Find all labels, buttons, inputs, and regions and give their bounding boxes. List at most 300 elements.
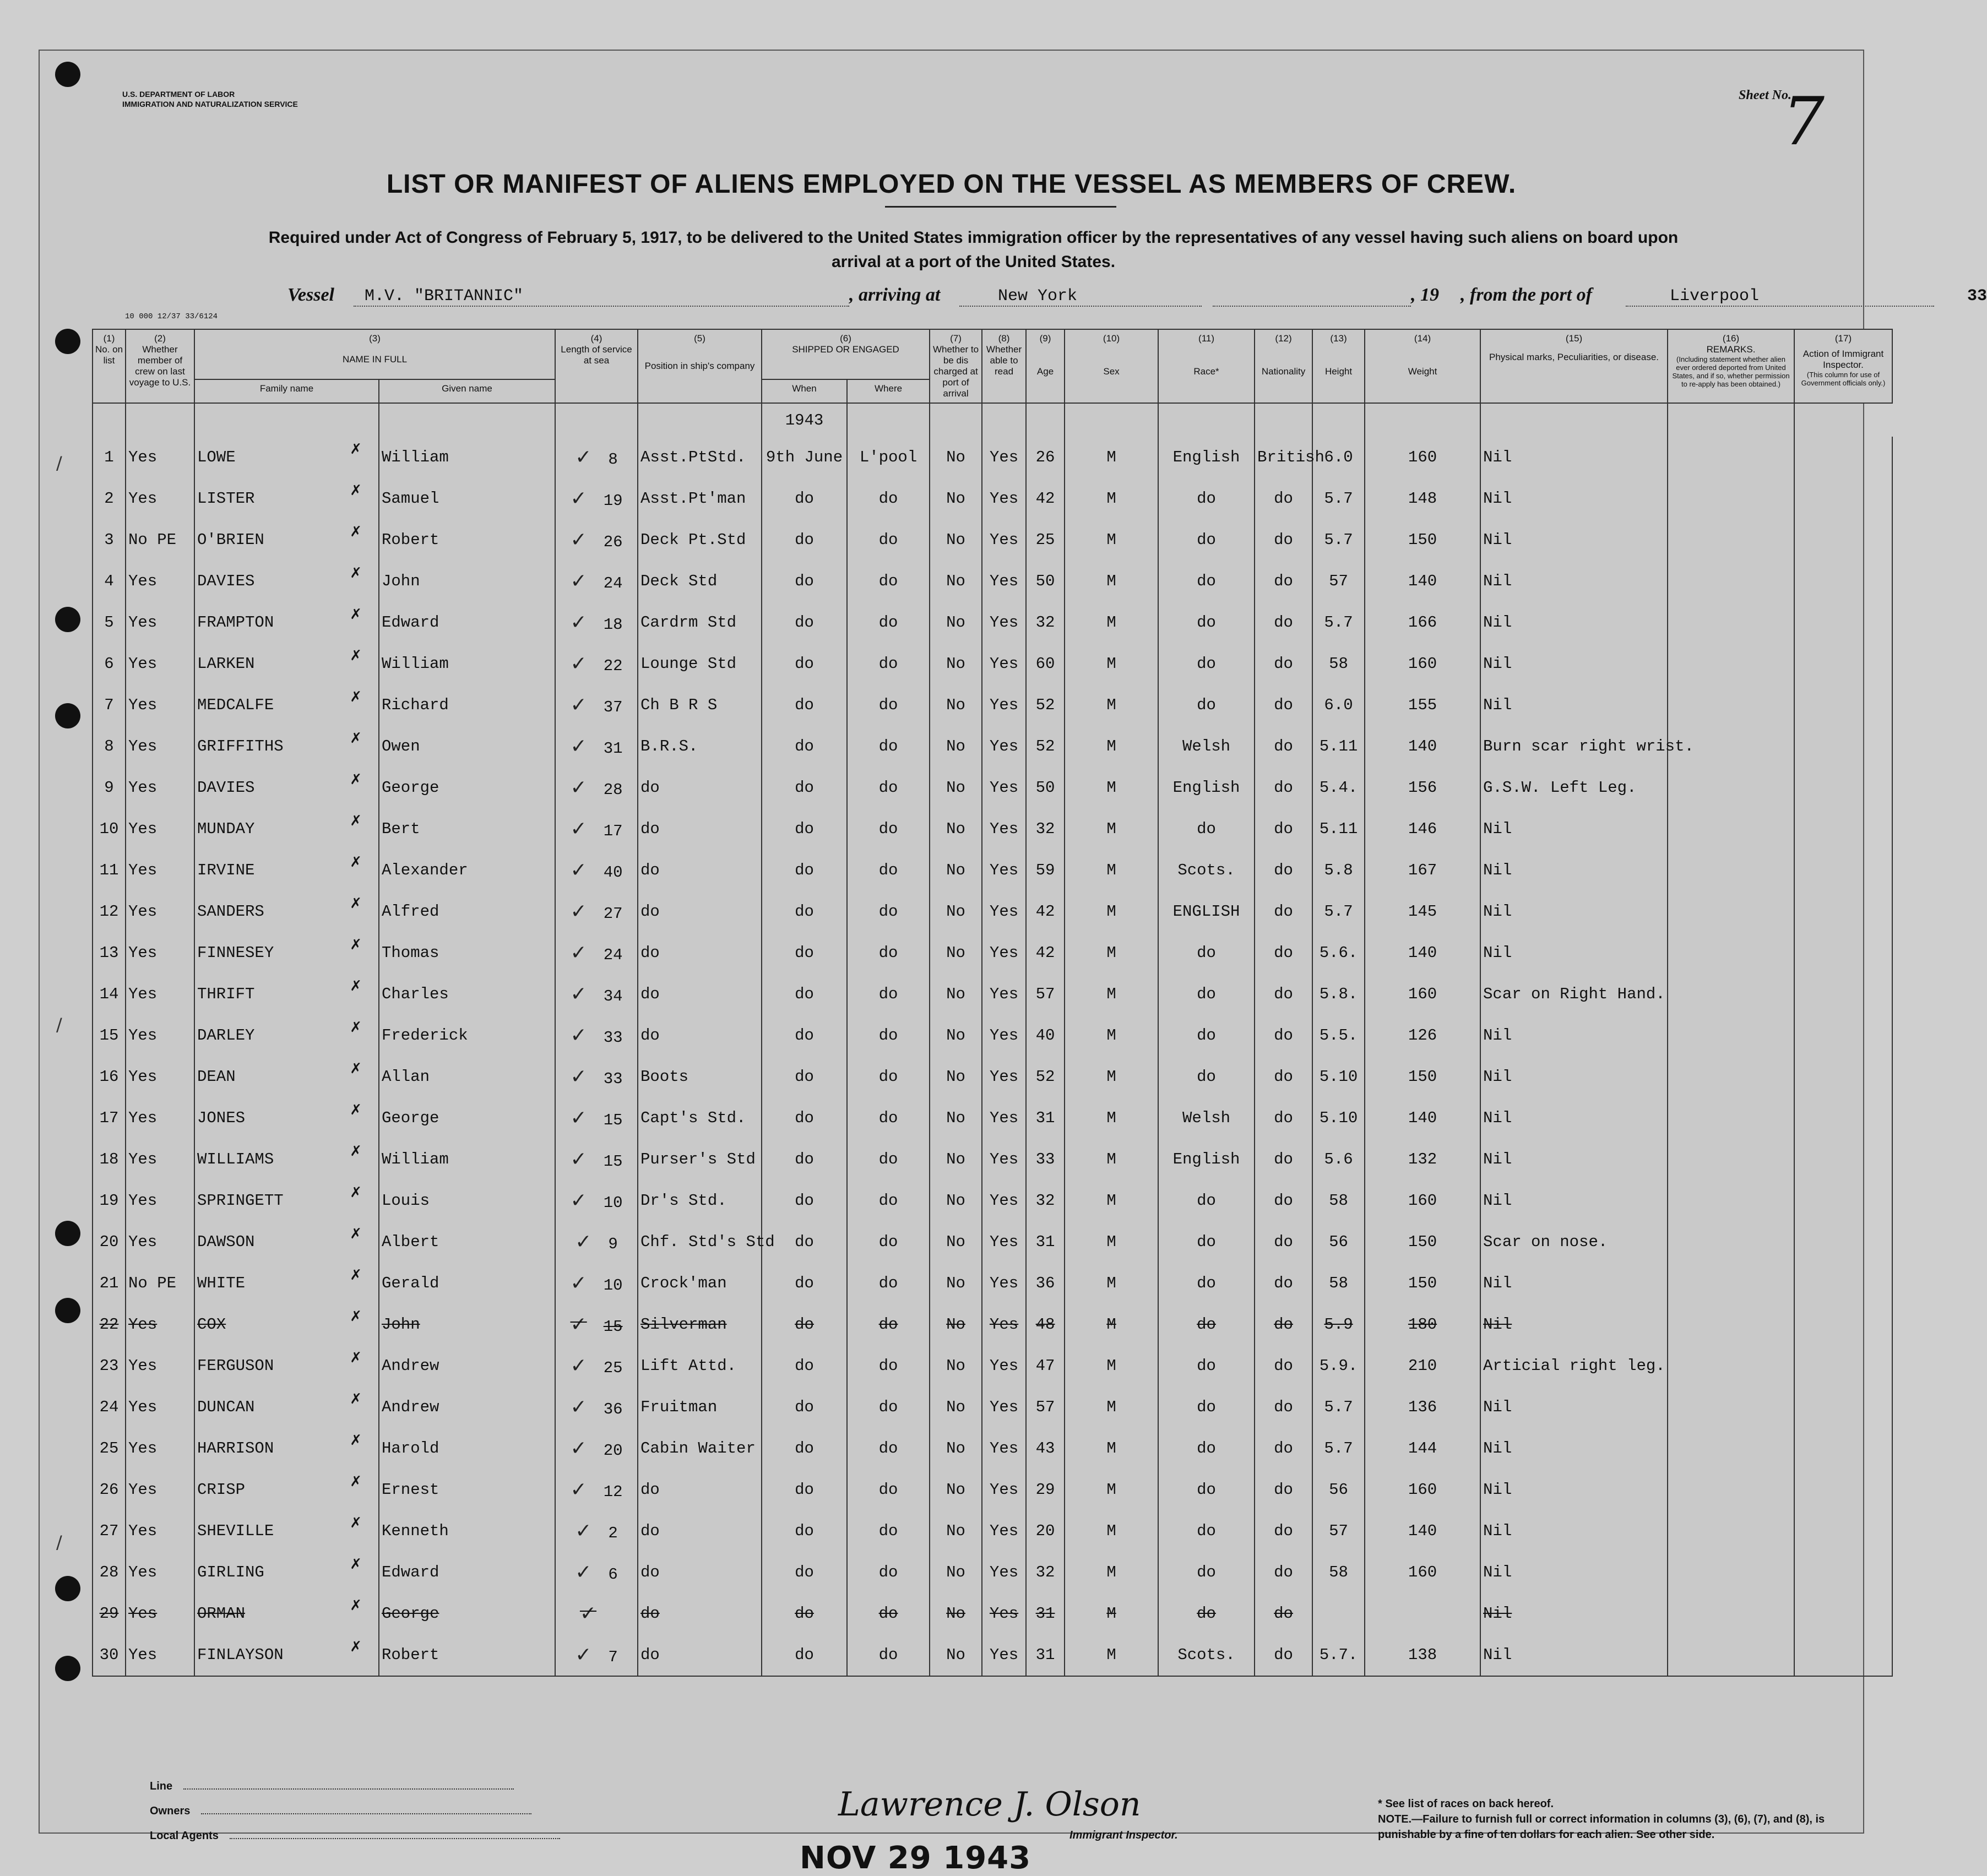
height: 5.7 (1312, 1386, 1365, 1428)
shipped-where: L'pool (847, 437, 930, 478)
col-header-race: (11) Race* (1158, 329, 1255, 403)
service-length (555, 1139, 638, 1180)
family-name-text: DAVIES (197, 572, 255, 590)
race: do (1158, 478, 1255, 519)
shipped-where: do (847, 974, 930, 1015)
crew-no: 10 (93, 808, 126, 850)
previous-voyage: Yes (126, 767, 194, 808)
inspector-action (1794, 767, 1892, 808)
previous-voyage: Yes (126, 1097, 194, 1139)
inspector-action (1794, 602, 1892, 643)
position: Boots (638, 1056, 762, 1097)
cross-mark-icon: ✗ (350, 1061, 362, 1077)
sex: M (1065, 1428, 1158, 1469)
previous-voyage: Yes (126, 1510, 194, 1552)
weight: 155 (1365, 684, 1480, 726)
shipped-when: do (762, 808, 847, 850)
crew-no: 26 (93, 1469, 126, 1510)
height: 5.7 (1312, 519, 1365, 561)
family-name-text: DAWSON (197, 1233, 255, 1251)
discharged: No (930, 643, 982, 684)
family-name-text: SANDERS (197, 902, 264, 921)
crew-no: 13 (93, 932, 126, 974)
service-text: 33 (603, 1029, 623, 1047)
discharged: No (930, 808, 982, 850)
nationality: do (1255, 1139, 1312, 1180)
discharged: No (930, 1097, 982, 1139)
check-mark-icon: ✓ (570, 1024, 587, 1047)
race: do (1158, 1386, 1255, 1428)
shipped-where: do (847, 643, 930, 684)
race: do (1158, 1304, 1255, 1345)
shipped-when: 9th June (762, 437, 847, 478)
family-name-text: SPRINGETT (197, 1192, 284, 1210)
given-name: Robert (379, 519, 555, 561)
family-name (194, 684, 379, 726)
family-name-text: HARRISON (197, 1439, 274, 1458)
able-to-read: Yes (982, 561, 1026, 602)
crew-no: 11 (93, 850, 126, 891)
shipped-when: do (762, 561, 847, 602)
race: do (1158, 1593, 1255, 1634)
sex: M (1065, 1015, 1158, 1056)
given-name: Andrew (379, 1345, 555, 1386)
race: do (1158, 519, 1255, 561)
shipped-when: do (762, 932, 847, 974)
physical-marks: Nil (1480, 1428, 1668, 1469)
crew-row (93, 643, 1892, 684)
crew-no: 30 (93, 1634, 126, 1676)
sex: M (1065, 1552, 1158, 1593)
given-name: Albert (379, 1221, 555, 1263)
race: English (1158, 767, 1255, 808)
remarks (1668, 1345, 1794, 1386)
crew-row (93, 437, 1892, 478)
age: 57 (1026, 1386, 1065, 1428)
check-mark-icon: ✓ (570, 983, 587, 1005)
physical-marks: Nil (1480, 808, 1668, 850)
service-text: 19 (603, 492, 623, 510)
check-mark-icon: ✓ (570, 529, 587, 551)
col-header-sex: (10) Sex (1065, 329, 1158, 403)
age: 32 (1026, 1552, 1065, 1593)
shipped-when: do (762, 602, 847, 643)
sheet-number: 7 (1782, 84, 1825, 160)
service-text: 27 (603, 905, 623, 923)
shipped-when: do (762, 1263, 847, 1304)
remarks (1668, 891, 1794, 932)
race: ENGLISH (1158, 891, 1255, 932)
check-mark-icon: ✓ (570, 776, 587, 799)
family-name-text: THRIFT (197, 985, 255, 1003)
previous-voyage: Yes (126, 891, 194, 932)
page-subtitle: Required under Act of Congress of February 5, 1917, to be delivered to the United States immigration officer by the representatives of any vessel having such aliens on board upon arrival at a port of the United States. (268, 229, 1679, 271)
physical-marks: Scar on nose. (1480, 1221, 1668, 1263)
inspector-action (1794, 561, 1892, 602)
given-name: Owen (379, 726, 555, 767)
arriving-dotline (959, 306, 1202, 307)
shipped-when: do (762, 1221, 847, 1263)
crew-no: 19 (93, 1180, 126, 1221)
cross-mark-icon: ✗ (350, 1556, 362, 1573)
crew-no: 5 (93, 602, 126, 643)
age: 20 (1026, 1510, 1065, 1552)
vessel-year: 33 (1967, 287, 1987, 306)
given-name: William (379, 1139, 555, 1180)
inspector-action (1794, 437, 1892, 478)
remarks (1668, 478, 1794, 519)
previous-voyage: Yes (126, 1180, 194, 1221)
family-name-text: GIRLING (197, 1563, 264, 1581)
department-header (122, 89, 298, 109)
service-length (555, 932, 638, 974)
crew-no: 28 (93, 1552, 126, 1593)
weight: 132 (1365, 1139, 1480, 1180)
nationality: do (1255, 1097, 1312, 1139)
nationality: do (1255, 932, 1312, 974)
physical-marks: Nil (1480, 1469, 1668, 1510)
discharged: No (930, 1634, 982, 1676)
physical-marks: Nil (1480, 1552, 1668, 1593)
punch-hole (55, 1656, 80, 1681)
shipped-where: do (847, 726, 930, 767)
family-name-text: JONES (197, 1109, 246, 1127)
physical-marks: Nil (1480, 1139, 1668, 1180)
col-header-where: Where (847, 379, 930, 403)
col-header-given-name: Given name (379, 379, 555, 403)
shipped-where: do (847, 1510, 930, 1552)
previous-voyage: Yes (126, 932, 194, 974)
given-name: Charles (379, 974, 555, 1015)
crew-row (93, 1386, 1892, 1428)
service-length (555, 478, 638, 519)
check-mark-icon: ✓ (570, 1065, 587, 1088)
inspector-action (1794, 1263, 1892, 1304)
position: do (638, 1593, 762, 1634)
sex: M (1065, 932, 1158, 974)
family-name-text: WHITE (197, 1274, 246, 1292)
given-name: Richard (379, 684, 555, 726)
crew-no: 29 (93, 1593, 126, 1634)
physical-marks: Nil (1480, 932, 1668, 974)
shipped-when: do (762, 1386, 847, 1428)
family-name (194, 643, 379, 684)
position: do (638, 767, 762, 808)
position: Asst.PtStd. (638, 437, 762, 478)
given-name: Harold (379, 1428, 555, 1469)
date-dotline (1213, 306, 1411, 307)
date-stamp: NOV 29 1943 (800, 1840, 1031, 1876)
service-text: 22 (603, 657, 623, 675)
inspector-action (1794, 726, 1892, 767)
position: Purser's Std (638, 1139, 762, 1180)
discharged: No (930, 1015, 982, 1056)
nationality: do (1255, 1469, 1312, 1510)
given-name: Alexander (379, 850, 555, 891)
previous-voyage: Yes (126, 1552, 194, 1593)
sex: M (1065, 643, 1158, 684)
footer-fields (150, 1774, 560, 1848)
weight: 210 (1365, 1345, 1480, 1386)
race: do (1158, 643, 1255, 684)
family-name (194, 1593, 379, 1634)
age: 43 (1026, 1428, 1065, 1469)
inspector-action (1794, 1180, 1892, 1221)
cross-mark-icon: ✗ (350, 648, 362, 664)
cross-mark-icon: ✗ (350, 689, 362, 705)
service-length (555, 726, 638, 767)
physical-marks: Nil (1480, 478, 1668, 519)
signature-title: Immigrant Inspector. (1069, 1829, 1178, 1841)
previous-voyage: Yes (126, 1015, 194, 1056)
given-name: Samuel (379, 478, 555, 519)
remarks (1668, 1097, 1794, 1139)
age: 31 (1026, 1221, 1065, 1263)
race: do (1158, 932, 1255, 974)
inspector-action (1794, 1304, 1892, 1345)
position: Chf. Std's Std (638, 1221, 762, 1263)
discharged: No (930, 1056, 982, 1097)
family-name-text: MEDCALFE (197, 696, 274, 714)
race: Welsh (1158, 726, 1255, 767)
race: do (1158, 1221, 1255, 1263)
family-name-text: IRVINE (197, 861, 255, 879)
weight: 166 (1365, 602, 1480, 643)
shipped-when: do (762, 726, 847, 767)
remarks (1668, 437, 1794, 478)
shipped-where: do (847, 1552, 930, 1593)
check-mark-icon: ✓ (570, 694, 587, 716)
discharged: No (930, 1263, 982, 1304)
nationality: do (1255, 519, 1312, 561)
height: 5.6. (1312, 932, 1365, 974)
family-name-text: ORMAN (197, 1605, 246, 1623)
previous-voyage: Yes (126, 1593, 194, 1634)
discharged: No (930, 602, 982, 643)
given-name: Louis (379, 1180, 555, 1221)
punch-hole (55, 62, 80, 87)
cross-mark-icon: ✗ (350, 1432, 362, 1449)
position: Deck Std (638, 561, 762, 602)
discharged: No (930, 1304, 982, 1345)
height (1312, 1593, 1365, 1634)
discharged: No (930, 1552, 982, 1593)
nationality: do (1255, 1593, 1312, 1634)
height: 58 (1312, 1180, 1365, 1221)
family-name (194, 1221, 379, 1263)
family-name (194, 726, 379, 767)
given-name: George (379, 1097, 555, 1139)
family-name (194, 1428, 379, 1469)
physical-marks: Nil (1480, 561, 1668, 602)
previous-voyage: Yes (126, 726, 194, 767)
sex: M (1065, 437, 1158, 478)
check-mark-icon: ✓ (570, 1355, 587, 1377)
height: 5.8. (1312, 974, 1365, 1015)
shipped-when: do (762, 684, 847, 726)
service-text: 10 (603, 1276, 623, 1295)
service-length (555, 643, 638, 684)
inspector-action (1794, 1510, 1892, 1552)
check-mark-icon: ✓ (570, 570, 587, 592)
crew-no: 14 (93, 974, 126, 1015)
weight: 160 (1365, 1552, 1480, 1593)
able-to-read: Yes (982, 1015, 1026, 1056)
family-name (194, 478, 379, 519)
given-name: George (379, 1593, 555, 1634)
service-length (555, 1056, 638, 1097)
from-port: Liverpool (1670, 287, 1760, 306)
col-header-service: (4) Length of service at sea (555, 329, 638, 403)
shipped-where: do (847, 478, 930, 519)
col-header-previous-voyage: (2) Whether member of crew on last voyage to U.S. (126, 329, 194, 403)
shipped-when: do (762, 1097, 847, 1139)
able-to-read: Yes (982, 1345, 1026, 1386)
age: 31 (1026, 1593, 1065, 1634)
shipped-where: do (847, 684, 930, 726)
shipped-when: do (762, 1056, 847, 1097)
given-name: Alfred (379, 891, 555, 932)
crew-row (93, 1552, 1892, 1593)
family-name (194, 519, 379, 561)
given-name: Bert (379, 808, 555, 850)
service-text: 8 (608, 450, 618, 469)
remarks (1668, 850, 1794, 891)
inspector-action (1794, 684, 1892, 726)
sex: M (1065, 478, 1158, 519)
shipped-when: do (762, 767, 847, 808)
family-name (194, 437, 379, 478)
service-length (555, 1015, 638, 1056)
age: 48 (1026, 1304, 1065, 1345)
service-name: IMMIGRATION AND NATURALIZATION SERVICE (122, 100, 298, 108)
remarks (1668, 643, 1794, 684)
race: do (1158, 1015, 1255, 1056)
agents-field (230, 1838, 560, 1839)
service-text: 6 (608, 1565, 618, 1584)
position: Deck Pt.Std (638, 519, 762, 561)
remarks (1668, 974, 1794, 1015)
weight: 160 (1365, 437, 1480, 478)
shipped-where: do (847, 602, 930, 643)
weight: 140 (1365, 932, 1480, 974)
position: do (638, 1634, 762, 1676)
inspector-action (1794, 1469, 1892, 1510)
previous-voyage: Yes (126, 850, 194, 891)
given-name: Allan (379, 1056, 555, 1097)
age: 31 (1026, 1634, 1065, 1676)
family-name-text: COX (197, 1315, 226, 1334)
age: 52 (1026, 684, 1065, 726)
able-to-read: Yes (982, 1510, 1026, 1552)
family-name (194, 1263, 379, 1304)
col-header-no: (1) No. on list (93, 329, 126, 403)
column-header-row (93, 329, 1892, 379)
remarks (1668, 1593, 1794, 1634)
shipped-where: do (847, 1386, 930, 1428)
physical-marks: Nil (1480, 1263, 1668, 1304)
discharged: No (930, 519, 982, 561)
able-to-read: Yes (982, 767, 1026, 808)
crew-row (93, 767, 1892, 808)
sex: M (1065, 1097, 1158, 1139)
crew-row (93, 1510, 1892, 1552)
weight (1365, 1593, 1480, 1634)
service-length (555, 1263, 638, 1304)
able-to-read: Yes (982, 602, 1026, 643)
check-mark-icon: ✓ (570, 1189, 587, 1212)
crew-no: 21 (93, 1263, 126, 1304)
previous-voyage: Yes (126, 643, 194, 684)
nationality: do (1255, 1510, 1312, 1552)
check-mark-icon: ✓ (575, 1644, 592, 1666)
from-label: , from the port of (1461, 285, 1592, 305)
sex: M (1065, 850, 1158, 891)
inspector-action (1794, 1345, 1892, 1386)
position: Cabin Waiter (638, 1428, 762, 1469)
col-header-when: When (762, 379, 847, 403)
age: 31 (1026, 1097, 1065, 1139)
nationality: British (1255, 437, 1312, 478)
sex: M (1065, 974, 1158, 1015)
crew-row (93, 561, 1892, 602)
shipped-when: do (762, 1015, 847, 1056)
position: do (638, 932, 762, 974)
able-to-read: Yes (982, 1469, 1026, 1510)
family-name (194, 1139, 379, 1180)
cross-mark-icon: ✗ (350, 1019, 362, 1036)
previous-voyage: Yes (126, 1221, 194, 1263)
position: Ch B R S (638, 684, 762, 726)
height: 5.11 (1312, 726, 1365, 767)
discharged: No (930, 1593, 982, 1634)
discharged: No (930, 1345, 982, 1386)
position: do (638, 850, 762, 891)
remarks (1668, 1221, 1794, 1263)
check-mark-icon: ✓ (570, 1437, 587, 1460)
remarks (1668, 602, 1794, 643)
crew-row (93, 808, 1892, 850)
weight: 167 (1365, 850, 1480, 891)
cross-mark-icon: ✗ (350, 895, 362, 912)
crew-no: 12 (93, 891, 126, 932)
crew-no: 3 (93, 519, 126, 561)
sex: M (1065, 767, 1158, 808)
previous-voyage: Yes (126, 1304, 194, 1345)
family-name (194, 1015, 379, 1056)
weight: 144 (1365, 1428, 1480, 1469)
weight: 160 (1365, 643, 1480, 684)
remarks (1668, 684, 1794, 726)
penalty-note: NOTE.—Failure to furnish full or correct information in columns (3), (6), (7), and (8), is punishable by a fine of ten dollars for each alien. See other side. (1378, 1813, 1825, 1841)
remarks (1668, 1428, 1794, 1469)
previous-voyage: Yes (126, 478, 194, 519)
cross-mark-icon: ✗ (350, 1350, 362, 1366)
sex: M (1065, 561, 1158, 602)
race: do (1158, 1510, 1255, 1552)
discharged: No (930, 1428, 982, 1469)
position: do (638, 1469, 762, 1510)
physical-marks: Nil (1480, 643, 1668, 684)
family-name-text: SHEVILLE (197, 1522, 274, 1540)
discharged: No (930, 561, 982, 602)
weight: 140 (1365, 726, 1480, 767)
inspector-action (1794, 1097, 1892, 1139)
arriving-label: , arriving at (849, 285, 941, 305)
check-mark-icon: ✓ (575, 1231, 592, 1253)
crew-row (93, 478, 1892, 519)
previous-voyage: No PE (126, 519, 194, 561)
